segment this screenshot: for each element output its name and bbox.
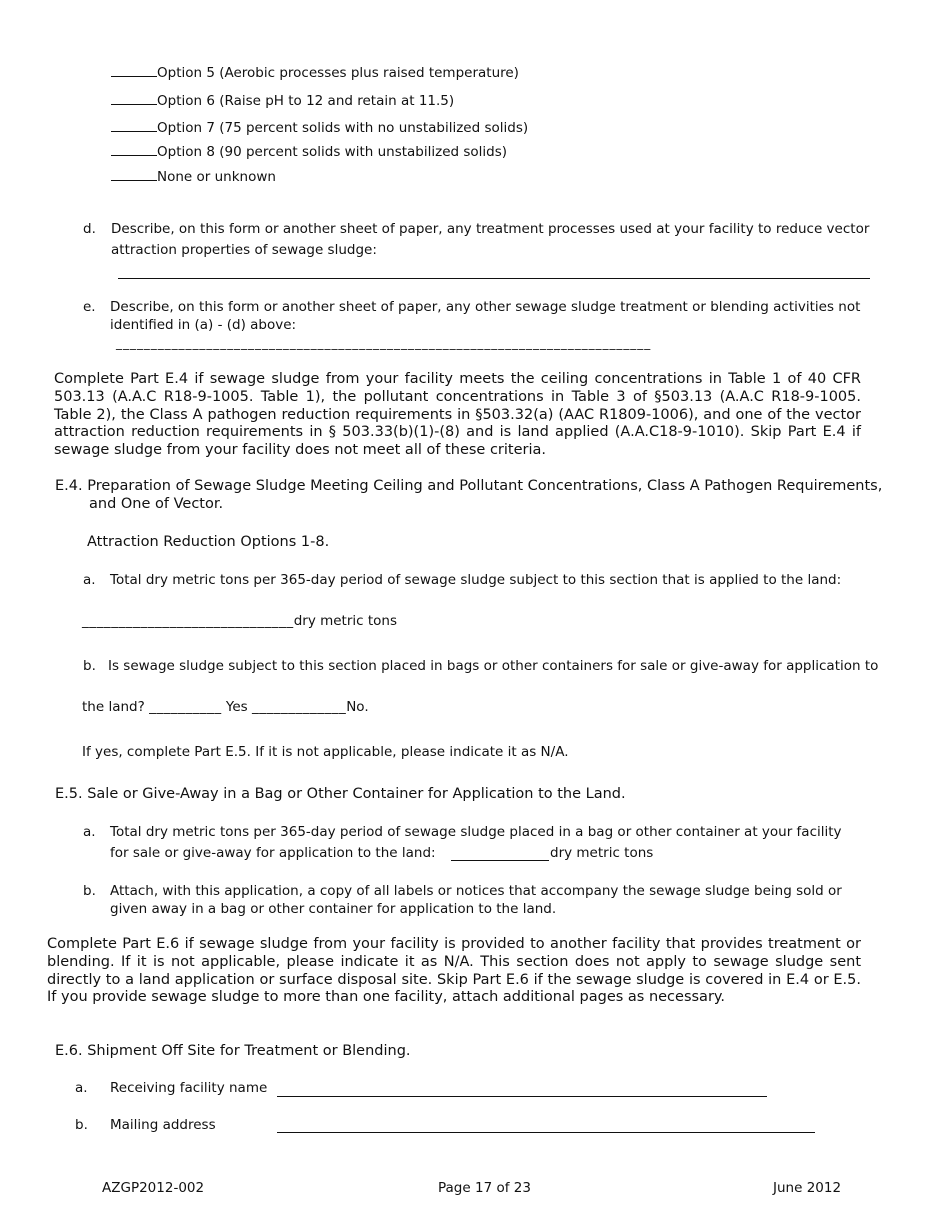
e5-heading: E.5. Sale or Give-Away in a Bag or Other Container for Application to the Land. [55,786,626,802]
e5-a-line1: Total dry metric tons per 365-day period of sewage sludge placed in a bag or other container at your facility [110,824,842,840]
option-item [111,168,276,185]
e5-a-letter: a. [83,824,96,840]
e6-b-letter: b. [75,1117,88,1133]
footer-doc-id: AZGP2012-002 [102,1180,205,1196]
b-prefix: the land? [82,699,145,715]
receiving-facility-name-field[interactable] [277,1096,767,1097]
e5-a-line2: for sale or give-away for application to the land: [110,845,436,861]
tons-blank[interactable]: _____________________________ [82,613,294,629]
option-label: Option 5 (Aerobic processes plus raised temperature) [157,65,519,81]
tons-unit: dry metric tons [293,613,398,629]
yes-blank[interactable]: __________ [149,699,222,715]
option-item [111,64,519,81]
item-d-line2: attraction properties of sewage sludge: [111,242,377,258]
e4-b-letter: b. [83,658,96,674]
option-item [111,143,507,160]
e4-b-answer [82,699,369,715]
e6-b-label: Mailing address [110,1117,216,1133]
option-label: Option 8 (90 percent solids with unstabilized solids) [157,144,508,160]
e4-a-letter: a. [83,572,96,588]
e5-b-letter: b. [83,883,96,899]
item-e-answer-line[interactable]: _____________________________________________________________________________ [116,336,652,350]
e4-heading: E.4. Preparation of Sewage Sludge Meeting Ceiling and Pollutant Concentrations, Class A Pathogen Requirements, [55,478,883,494]
item-e-letter: e. [83,299,96,315]
e5-a-unit: dry metric tons [550,845,654,861]
option-blank[interactable] [111,92,157,105]
e6-heading: E.6. Shipment Off Site for Treatment or Blending. [55,1043,411,1059]
option-item [111,92,454,109]
e5-tons-field[interactable] [451,860,549,861]
mailing-address-field[interactable] [277,1132,815,1133]
e4-b-text: Is sewage sludge subject to this section placed in bags or other containers for sale or give-away for application to [108,658,879,674]
footer-page-number: Page 17 of 23 [438,1180,531,1196]
e4-note: If yes, complete Part E.5. If it is not applicable, please indicate it as N/A. [82,744,569,760]
option-blank[interactable] [111,143,157,156]
footer-date: June 2012 [773,1180,842,1196]
e4-a-text: Total dry metric tons per 365-day period of sewage sludge subject to this section that is applied to the land: [110,572,842,588]
no-blank[interactable]: _____________ [251,699,347,715]
option-blank[interactable] [111,64,157,77]
item-e-line1: Describe, on this form or another sheet of paper, any other sewage sludge treatment or blending activities not [110,299,861,315]
option-label: Option 7 (75 percent solids with no unstabilized solids) [157,120,529,136]
item-d-letter: d. [83,221,96,237]
item-d-line1: Describe, on this form or another sheet of paper, any treatment processes used at your facility to reduce vector [111,221,870,237]
e5-b-line2: given away in a bag or other container for application to the land. [110,901,557,917]
item-e-line2: identified in (a) - (d) above: [110,317,297,333]
option-item [111,119,528,136]
option-blank[interactable] [111,119,157,132]
item-d-answer-line[interactable] [118,278,870,279]
e4-instructions: Complete Part E.4 if sewage sludge from your facility meets the ceiling concentrations in Table 1 of 40 CFR 503.13 (A.A.C R18-9-1005. Table 1), the pollutant concentrations in Table 3 of §503.13 (A.A.C R18-9-1005. Table 2), the Class A pathogen reduction requirements in §503.32(a) (AAC R1809-1006), and one of the vector attraction reduction requirements in § 503.33(b)(1)-(8) and is land applied (A.A.C18-9-1010). Skip Part E.4 if sewage sludge from your facility does not meet all of these criteria. [54,371,861,459]
no-label: No. [346,699,369,715]
option-label: Option 6 (Raise pH to 12 and retain at 11.5) [157,93,455,109]
e4-subheading: Attraction Reduction Options 1-8. [87,534,330,550]
e4-a-answer [82,613,397,629]
option-label: None or unknown [157,169,276,185]
e6-instructions: Complete Part E.6 if sewage sludge from your facility is provided to another facility that provides treatment or blending. If it is not applicable, please indicate it as N/A. This section does not apply to sewage sludge sent directly to a land application or surface disposal site. Skip Part E.6 if the sewage sludge is covered in E.4 or E.5. If you provide sewage sludge to more than one facility, attach additional pages as necessary. [47,936,861,1006]
yes-label: Yes [225,699,248,715]
option-blank[interactable] [111,168,157,181]
e4-heading-line2: and One of Vector. [89,496,224,512]
e6-a-letter: a. [75,1080,88,1096]
e5-b-line1: Attach, with this application, a copy of all labels or notices that accompany the sewage sludge being sold or [110,883,842,899]
e6-a-label: Receiving facility name [110,1080,268,1096]
